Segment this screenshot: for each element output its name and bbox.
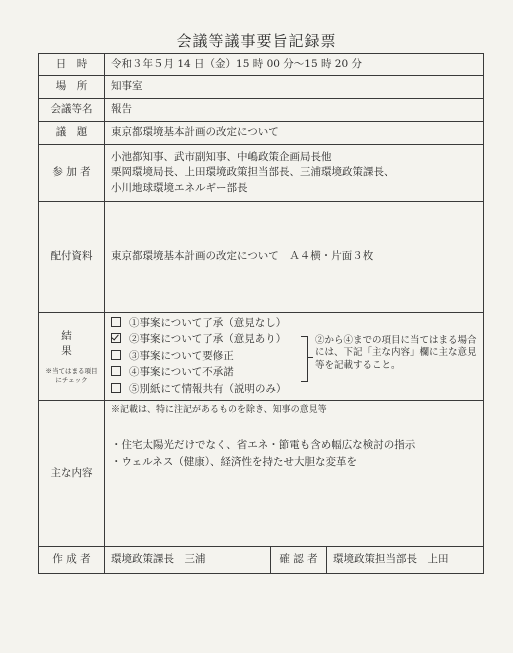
page-title: 会議等議事要旨記録票 [176, 32, 337, 50]
bracket-tip [307, 357, 313, 358]
result-option-label: ②事案について了承（意見あり） [129, 333, 287, 345]
result-row [39, 313, 484, 401]
meeting-row [39, 99, 484, 122]
result-option [111, 315, 287, 332]
participants-line: 小池都知事、武市副知事、中嶋政策企画局長他 [111, 151, 332, 164]
checked-box-icon[interactable] [111, 333, 121, 343]
participants-value [105, 145, 484, 202]
subject-value: 東京都環境基本計画の改定について [105, 122, 484, 145]
result-option-label: ④事案について不承諾 [129, 366, 234, 378]
content-bullet: ・ウェルネス（健康）、経済性を持たせ大胆な変革を [111, 456, 358, 469]
checkbox-icon[interactable] [111, 383, 121, 393]
content-note: ※記載は、特に注記があるものを除き、知事の意見等 [111, 405, 327, 415]
result-label: 結 果 [61, 329, 103, 358]
participants-line: 小川地球環境エネルギー部長 [111, 181, 248, 194]
result-option [111, 348, 287, 365]
content-bullets [111, 437, 415, 472]
result-option [111, 381, 287, 398]
meeting-label: 会議等名 [39, 99, 105, 122]
checkbox-icon[interactable] [111, 317, 121, 327]
content-cell [105, 401, 484, 547]
result-note: ※当てはまる項目にチェック [45, 367, 98, 384]
materials-label: 配付資料 [39, 202, 105, 313]
confirm-value: 環境政策担当部長 上田 [327, 547, 484, 574]
content-row [39, 401, 484, 547]
materials-value: 東京都環境基本計画の改定について Ａ４横・片面３枚 [105, 202, 484, 313]
result-label-cell [39, 313, 105, 401]
subject-label: 議 題 [39, 122, 105, 145]
subject-row [39, 122, 484, 145]
content-label: 主な内容 [39, 401, 105, 547]
record-form [38, 53, 484, 574]
author-label: 作 成 者 [39, 547, 105, 574]
datetime-value: 令和３年５月 14 日（金）15 時 00 分〜15 時 20 分 [105, 54, 484, 76]
place-label: 場 所 [39, 76, 105, 99]
bracket-note: ②から④までの項目に当てはまる場合には、下記「主な内容」欄に主な意見等を記載すること。 [315, 334, 477, 372]
confirm-label: 確 認 者 [271, 547, 327, 574]
place-row [39, 76, 484, 99]
author-value: 環境政策課長 三浦 [105, 547, 271, 574]
result-option-label: ③事案について要修正 [129, 349, 234, 362]
result-option [111, 331, 287, 348]
checkbox-icon[interactable] [111, 350, 121, 360]
meeting-value: 報告 [105, 99, 484, 122]
result-options-cell [105, 313, 484, 401]
result-option-label: ⑤別紙にて情報共有（説明のみ） [129, 382, 287, 395]
participants-label: 参 加 者 [39, 145, 105, 202]
content-bullet: ・住宅太陽光だけでなく、省エネ・節電も含め幅広な検討の指示 [111, 439, 416, 451]
result-options [111, 315, 287, 398]
datetime-row [39, 54, 484, 76]
result-option-label: ①事案について了承（意見なし） [129, 316, 287, 329]
result-option [111, 364, 287, 381]
participants-row [39, 145, 484, 202]
checkbox-icon[interactable] [111, 366, 121, 376]
place-value: 知事室 [105, 76, 484, 99]
bracket-line [301, 336, 308, 382]
author-row [39, 547, 484, 574]
datetime-label: 日 時 [39, 54, 105, 76]
materials-row [39, 202, 484, 313]
participants-line: 栗岡環境局長、上田環境政策担当部長、三浦環境政策課長、 [111, 166, 395, 179]
